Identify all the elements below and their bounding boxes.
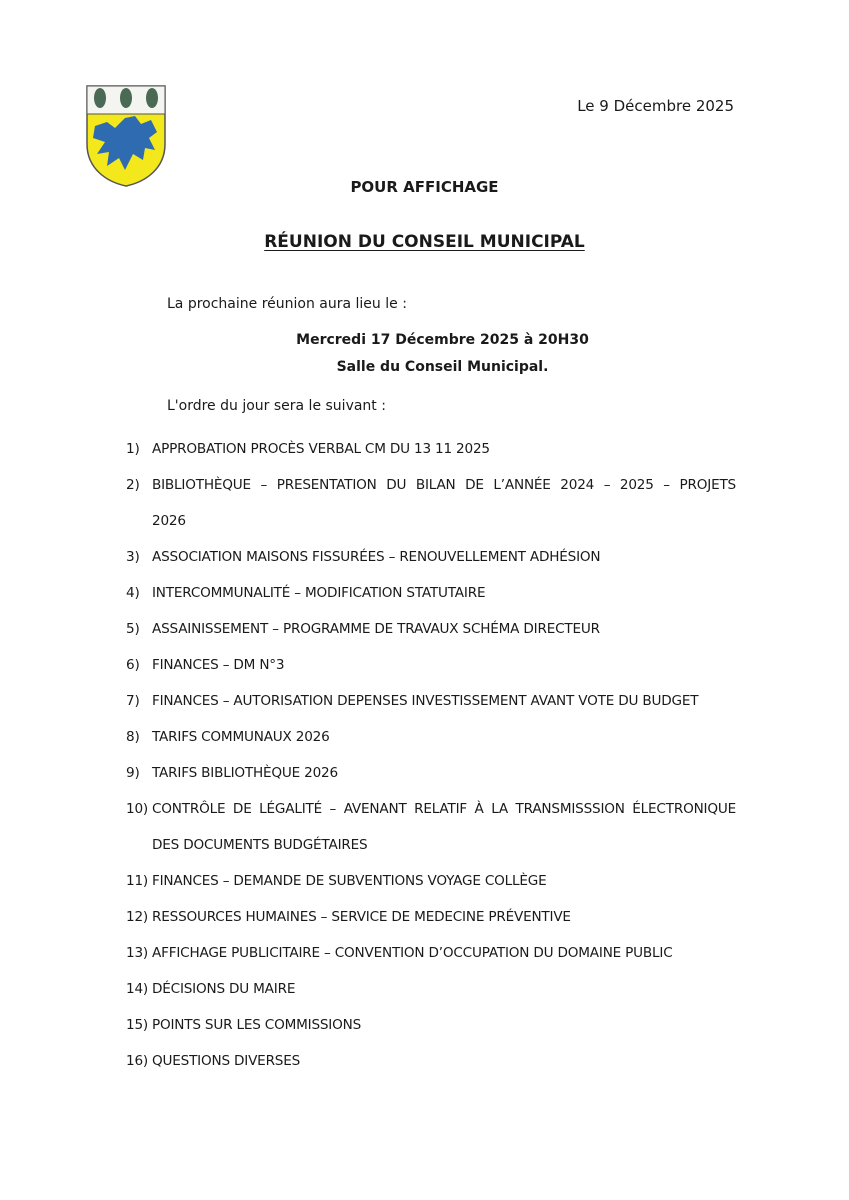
agenda-item-number: 8) [126,729,140,745]
agenda-item-number: 9) [126,765,140,781]
agenda-item-text: QUESTIONS DIVERSES [152,1053,301,1069]
agenda-item [126,791,736,863]
agenda-item-text: AFFICHAGE PUBLICITAIRE – CONVENTION D’OCCUPATION DU DOMAINE PUBLIC [152,945,673,961]
agenda-item-number: 11) [126,873,149,889]
agenda-item [126,719,736,755]
meeting-location: Salle du Conseil Municipal. [336,359,549,375]
agenda-item-line [126,1043,736,1079]
agenda-item-text: ASSOCIATION MAISONS FISSURÉES – RENOUVELLEMENT ADHÉSION [152,549,601,565]
page-title-text: RÉUNION DU CONSEIL MUNICIPAL [264,232,585,252]
agenda-item [126,683,736,719]
agenda-item-line [126,647,736,683]
agenda-item [126,611,736,647]
agenda-item-line [126,683,736,719]
agenda-item [126,899,736,935]
agenda-item-number: 2) [126,477,140,493]
municipal-coat-of-arms-logo [85,84,167,188]
agenda-item-line [126,431,736,467]
agenda-item [126,1007,736,1043]
agenda-item-line [126,575,736,611]
agenda-item-line [126,935,736,971]
agenda-item-number: 6) [126,657,140,673]
agenda-item-number: 14) [126,981,149,997]
agenda-item-line [126,719,736,755]
agenda-item-text: APPROBATION PROCÈS VERBAL CM DU 13 11 2025 [152,441,490,457]
agenda-item-line [126,611,736,647]
agenda-item-text: CONTRÔLE DE LÉGALITÉ – AVENANT RELATIF À LA TRANSMISSSION ÉLECTRONIQUE [152,801,736,817]
agenda-item [126,539,736,575]
agenda-item [126,1043,736,1079]
agenda-item-line [126,863,736,899]
agenda-item [126,647,736,683]
agenda-list [126,431,736,1079]
agenda-item-line [126,971,736,1007]
agenda-item-text: FINANCES – DM N°3 [152,657,285,673]
agenda-item-line [126,755,736,791]
agenda-item-number: 15) [126,1017,149,1033]
agenda-item-number: 4) [126,585,140,601]
agenda-item-line [126,1007,736,1043]
agenda-item-number: 10) [126,801,149,817]
posting-label: POUR AFFICHAGE [350,178,499,196]
agenda-item [126,575,736,611]
agenda-item-number: 7) [126,693,140,709]
agenda-item [126,971,736,1007]
page-title [0,232,849,252]
agenda-item-text: DÉCISIONS DU MAIRE [152,981,296,997]
agenda-item-text: FINANCES – DEMANDE DE SUBVENTIONS VOYAGE COLLÈGE [152,873,547,889]
agenda-intro: L'ordre du jour sera le suivant : [167,398,386,414]
agenda-item-text: TARIFS BIBLIOTHÈQUE 2026 [152,765,338,781]
agenda-item [126,755,736,791]
agenda-item-text: TARIFS COMMUNAUX 2026 [152,729,330,745]
agenda-item-line [126,791,736,827]
agenda-item-line [126,899,736,935]
agenda-item-continuation: DES DOCUMENTS BUDGÉTAIRES [152,837,368,853]
agenda-item-number: 3) [126,549,140,565]
agenda-item-number: 12) [126,909,149,925]
agenda-item-line [126,539,736,575]
document-date: Le 9 Décembre 2025 [577,97,734,115]
agenda-item-line [126,467,736,503]
agenda-item [126,467,736,539]
agenda-item-text: BIBLIOTHÈQUE – PRESENTATION DU BILAN DE L’ANNÉE 2024 – 2025 – PROJETS [152,477,736,493]
agenda-item-number: 1) [126,441,140,457]
agenda-item-continuation: 2026 [152,513,186,529]
agenda-item-text: POINTS SUR LES COMMISSIONS [152,1017,362,1033]
meeting-date-time: Mercredi 17 Décembre 2025 à 20H30 [296,332,589,348]
agenda-item [126,935,736,971]
agenda-item-text: RESSOURCES HUMAINES – SERVICE DE MEDECINE PRÉVENTIVE [152,909,571,925]
meeting-intro: La prochaine réunion aura lieu le : [167,296,407,312]
agenda-item [126,431,736,467]
agenda-item [126,863,736,899]
agenda-item-number: 13) [126,945,149,961]
agenda-item-text: INTERCOMMUNALITÉ – MODIFICATION STATUTAIRE [152,585,486,601]
agenda-item-text: ASSAINISSEMENT – PROGRAMME DE TRAVAUX SCHÉMA DIRECTEUR [152,621,600,637]
agenda-item-text: FINANCES – AUTORISATION DEPENSES INVESTISSEMENT AVANT VOTE DU BUDGET [152,693,699,709]
agenda-item-number: 5) [126,621,140,637]
agenda-item-number: 16) [126,1053,149,1069]
